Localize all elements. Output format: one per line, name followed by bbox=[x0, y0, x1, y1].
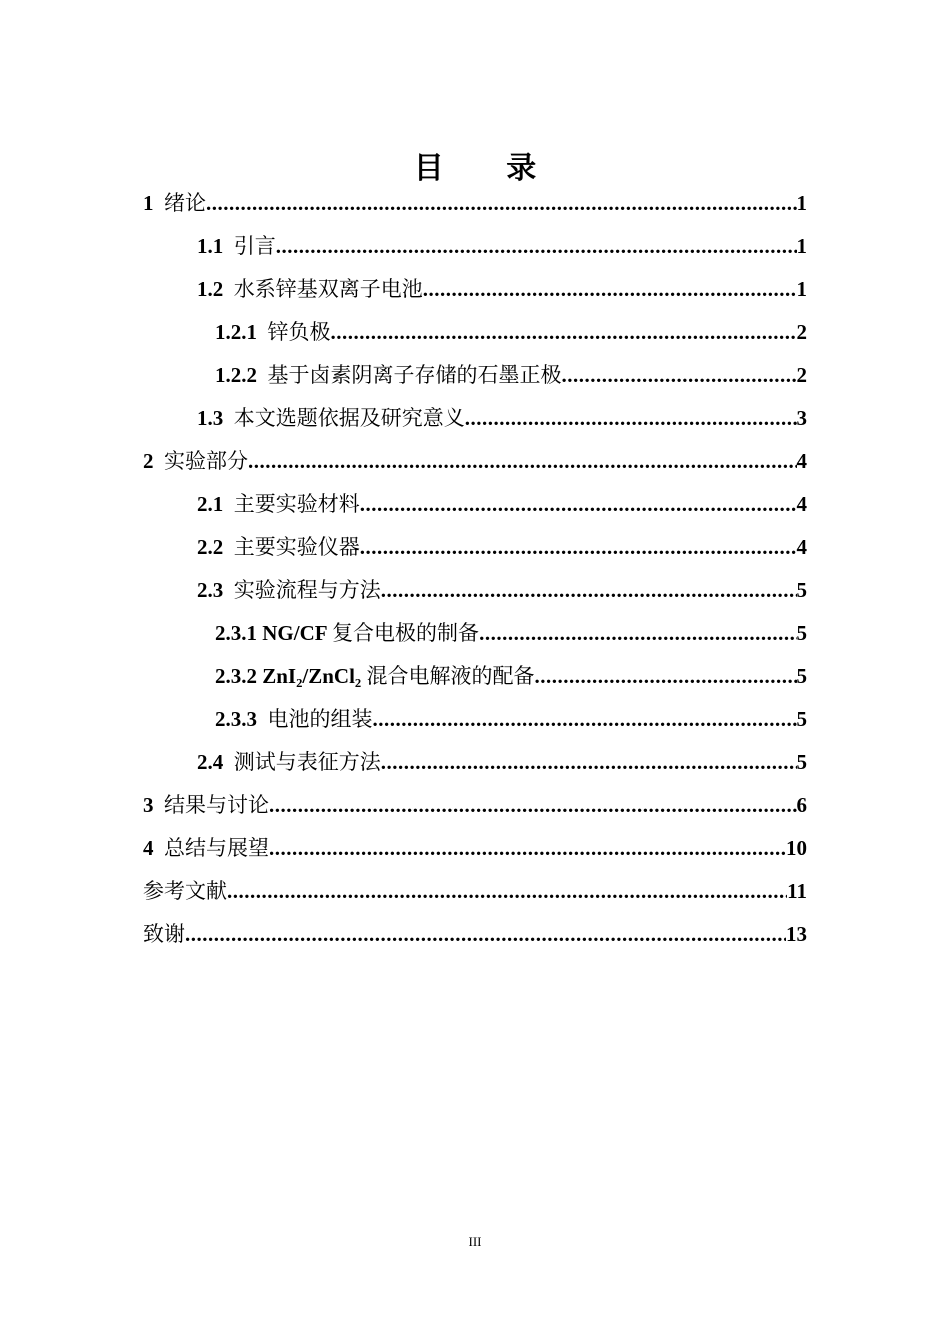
toc-entry[interactable] bbox=[143, 827, 807, 870]
toc-entry-page: 4 bbox=[796, 449, 807, 473]
toc-entry[interactable] bbox=[215, 311, 807, 354]
toc-entry-label: 绪论 bbox=[164, 191, 206, 215]
toc-entry[interactable] bbox=[215, 698, 807, 741]
toc-leader-dots bbox=[276, 225, 797, 268]
toc-entry-page: 6 bbox=[796, 793, 807, 817]
toc-leader-dots bbox=[373, 698, 797, 741]
toc-entry[interactable] bbox=[143, 870, 807, 913]
toc-leader-dots bbox=[562, 354, 797, 397]
toc-entry[interactable] bbox=[197, 569, 807, 612]
toc-entry-label: 引言 bbox=[233, 234, 276, 258]
toc-entry-label: 测试与表征方法 bbox=[233, 750, 381, 774]
toc-entry-number: 3 bbox=[143, 793, 164, 817]
toc-entry-page: 10 bbox=[786, 836, 807, 860]
toc-leader-dots bbox=[185, 913, 786, 956]
toc-entry[interactable] bbox=[197, 741, 807, 784]
toc-entry[interactable] bbox=[143, 182, 807, 225]
toc-leader-dots bbox=[227, 870, 787, 913]
toc-entry-page: 4 bbox=[796, 492, 807, 516]
toc-entry-page: 5 bbox=[796, 707, 807, 731]
toc-leader-dots bbox=[360, 526, 797, 569]
toc-entry-page: 3 bbox=[796, 406, 807, 430]
toc-entry-number: 1.3 bbox=[197, 406, 234, 430]
toc-entry-number: 2.3.1 NG/CF bbox=[215, 621, 333, 645]
toc-entry-label: 水系锌基双离子电池 bbox=[233, 277, 423, 301]
toc-entry-number: 1 bbox=[143, 191, 164, 215]
toc-entry-page: 4 bbox=[796, 535, 807, 559]
toc-entry-label: 本文选题依据及研究意义 bbox=[233, 406, 465, 430]
toc-entry-label: 致谢 bbox=[143, 922, 185, 946]
toc-entry-number: 2.3.2 ZnI₂/ZnCl₂ bbox=[215, 664, 367, 688]
toc-entry-label: 基于卤素阴离子存储的石墨正极 bbox=[267, 363, 562, 387]
toc-entry-label: 实验流程与方法 bbox=[233, 578, 381, 602]
toc-leader-dots bbox=[381, 569, 797, 612]
page-number: III bbox=[468, 1234, 482, 1249]
toc-entry[interactable] bbox=[197, 483, 807, 526]
toc-entry-page: 2 bbox=[796, 320, 807, 344]
toc-entry-page: 2 bbox=[796, 363, 807, 387]
toc-entry[interactable] bbox=[143, 913, 807, 956]
toc-entry-page: 1 bbox=[796, 277, 807, 301]
toc-entry-page: 1 bbox=[796, 234, 807, 258]
toc-entry-label: 混合电解液的配备 bbox=[366, 664, 535, 688]
toc-leader-dots bbox=[269, 827, 786, 870]
toc-entry-page: 11 bbox=[787, 879, 807, 903]
toc-leader-dots bbox=[479, 612, 796, 655]
toc-entry-number: 2.4 bbox=[197, 750, 234, 774]
toc-entry-page: 1 bbox=[796, 191, 807, 215]
toc-entry[interactable] bbox=[197, 526, 807, 569]
toc-entry-label: 结果与讨论 bbox=[164, 793, 269, 817]
toc-entry-number: 1.1 bbox=[197, 234, 234, 258]
toc-entry-label: 主要实验材料 bbox=[233, 492, 360, 516]
toc-entry[interactable] bbox=[215, 354, 807, 397]
toc-entry-label: 参考文献 bbox=[143, 879, 227, 903]
toc-entry-label: 复合电极的制备 bbox=[332, 621, 480, 645]
toc-entry[interactable] bbox=[143, 440, 807, 483]
toc-entry[interactable] bbox=[197, 225, 807, 268]
toc-entry-number: 2.1 bbox=[197, 492, 234, 516]
toc-entry[interactable] bbox=[215, 612, 807, 655]
toc-leader-dots bbox=[360, 483, 797, 526]
toc-leader-dots bbox=[248, 440, 797, 483]
toc-entry-number: 2.3.3 bbox=[215, 707, 268, 731]
toc-leader-dots bbox=[423, 268, 797, 311]
toc-entry-label: 电池的组装 bbox=[267, 707, 373, 731]
toc-entry-label: 主要实验仪器 bbox=[233, 535, 360, 559]
toc-leader-dots bbox=[381, 741, 797, 784]
toc-leader-dots bbox=[206, 182, 797, 225]
toc-entry-page: 5 bbox=[796, 621, 807, 645]
toc-entry[interactable] bbox=[197, 397, 807, 440]
toc-leader-dots bbox=[269, 784, 797, 827]
toc-entry-label: 实验部分 bbox=[164, 449, 248, 473]
toc-entry-page: 5 bbox=[796, 664, 807, 688]
toc-entry[interactable] bbox=[215, 655, 807, 698]
toc-entry-number: 2 bbox=[143, 449, 164, 473]
toc-entry-number: 2.2 bbox=[197, 535, 234, 559]
toc-title: 目 录 bbox=[413, 151, 563, 186]
toc-leader-dots bbox=[534, 655, 796, 698]
toc-leader-dots bbox=[331, 311, 797, 354]
toc-entry-number: 4 bbox=[143, 836, 164, 860]
toc-entry-label: 总结与展望 bbox=[164, 836, 269, 860]
toc-entry-number: 1.2.2 bbox=[215, 363, 268, 387]
toc-entry-number: 1.2 bbox=[197, 277, 234, 301]
toc-entry-page: 5 bbox=[796, 578, 807, 602]
toc-entry-number: 2.3 bbox=[197, 578, 234, 602]
toc-entry-label: 锌负极 bbox=[267, 320, 331, 344]
toc-entry[interactable] bbox=[197, 268, 807, 311]
toc-leader-dots bbox=[465, 397, 797, 440]
toc-entry-page: 13 bbox=[786, 922, 807, 946]
toc-entry-number: 1.2.1 bbox=[215, 320, 268, 344]
toc-entry-page: 5 bbox=[796, 750, 807, 774]
toc-entry[interactable] bbox=[143, 784, 807, 827]
